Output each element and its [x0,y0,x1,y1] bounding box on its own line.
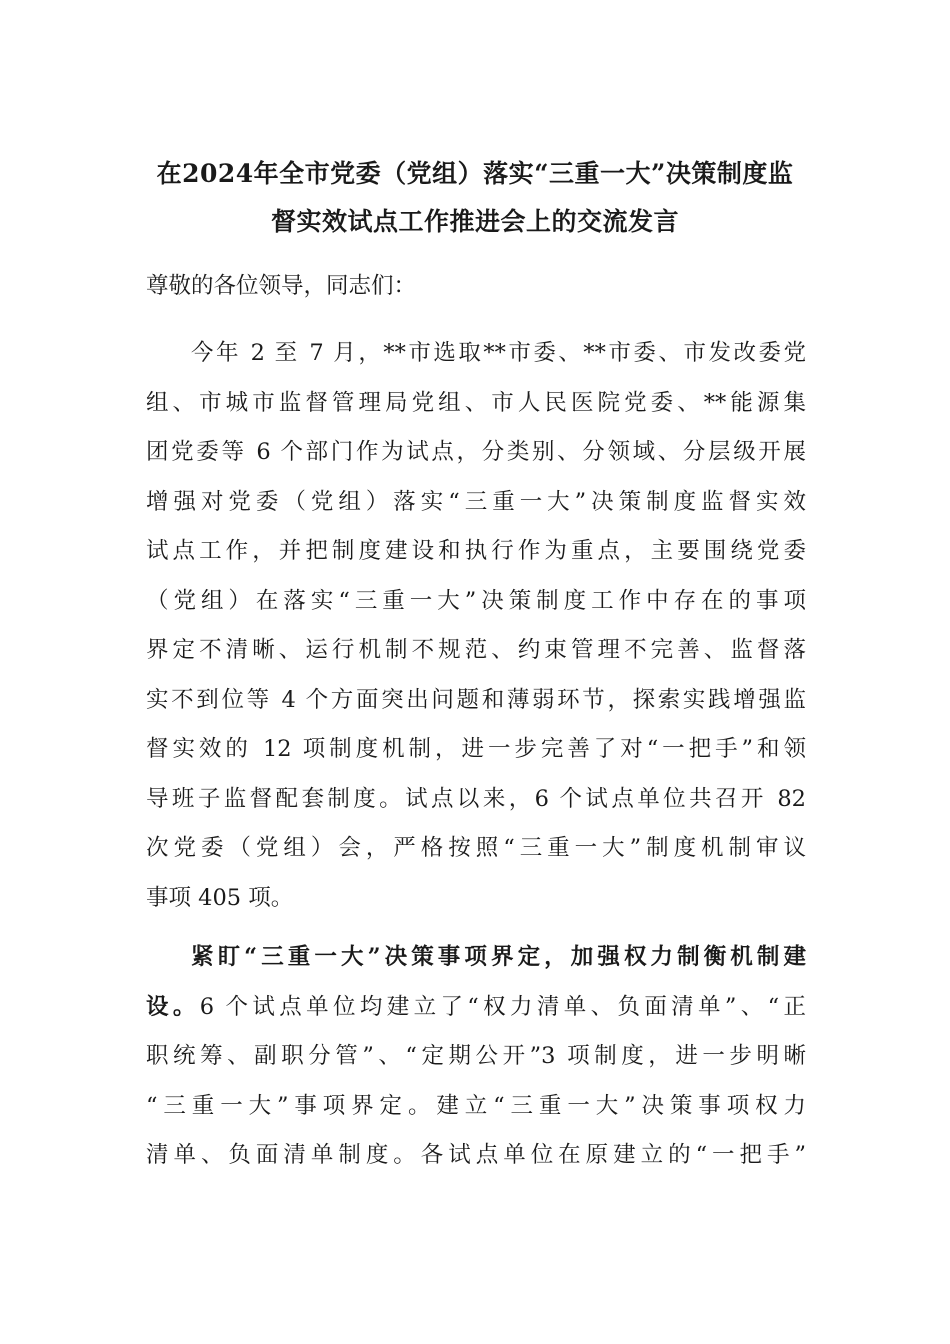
salutation-text: 尊敬的各位领导，同志们： [146,273,417,299]
paragraph-line: 实不到位等 4 个方面突出问题和薄弱环节，探索实践增强监 [146,686,806,713]
paragraph-line: 事项 405 项。 [146,884,294,911]
paragraph-line: “三重一大”事项界定。建立“三重一大”决策事项权力 [146,1092,806,1119]
paragraph-line [146,983,806,1033]
paragraph-line: 团党委等 6 个部门作为试点，分类别、分领域、分层级开展 [146,439,806,465]
paragraph-line-rest: 6 个试点单位均建立了“权力清单、负面清单”、“正 [199,993,806,1020]
paragraph-2 [146,933,806,1181]
paragraph-line: 次党委（党组）会，严格按照“三重一大”制度机制审议 [146,835,806,861]
paragraph-line: （党组）在落实“三重一大”决策制度工作中存在的事项 [146,587,806,614]
section-heading-end: 设。 [146,993,200,1020]
paragraph-line: 界定不清晰、运行机制不规范、约束管理不完善、监督落 [146,637,806,663]
paragraph-1 [146,329,806,923]
paragraph-line: 增强对党委（党组）落实“三重一大”决策制度监督实效 [146,488,806,515]
paragraph-line: 试点工作，并把制度建设和执行作为重点，主要围绕党委 [146,538,806,564]
section-heading-line: 紧盯“三重一大”决策事项界定，加强权力制衡机制建 [191,944,806,970]
paragraph-line: 职统筹、副职分管”、“定期公开”3 项制度，进一步明晰 [146,1043,806,1069]
paragraph-line: 清单、负面清单制度。各试点单位在原建立的“一把手” [146,1142,806,1168]
paragraph-line: 督实效的 12 项制度机制，进一步完善了对“一把手”和领 [146,736,806,762]
paragraph-line: 今年 2 至 7 月，**市选取**市委、**市委、市发改委党 [191,340,806,366]
title-line-1: 在2024年全市党委（党组）落实“三重一大”决策制度监 [156,159,794,188]
title-line-2: 督实效试点工作推进会上的交流发言 [270,207,679,236]
salutation [146,262,806,312]
paragraph-line: 组、市城市监督管理局党组、市人民医院党委、**能源集 [146,389,806,416]
document-title [140,150,810,246]
paragraph-line: 导班子监督配套制度。试点以来，6 个试点单位共召开 82 [146,785,806,812]
